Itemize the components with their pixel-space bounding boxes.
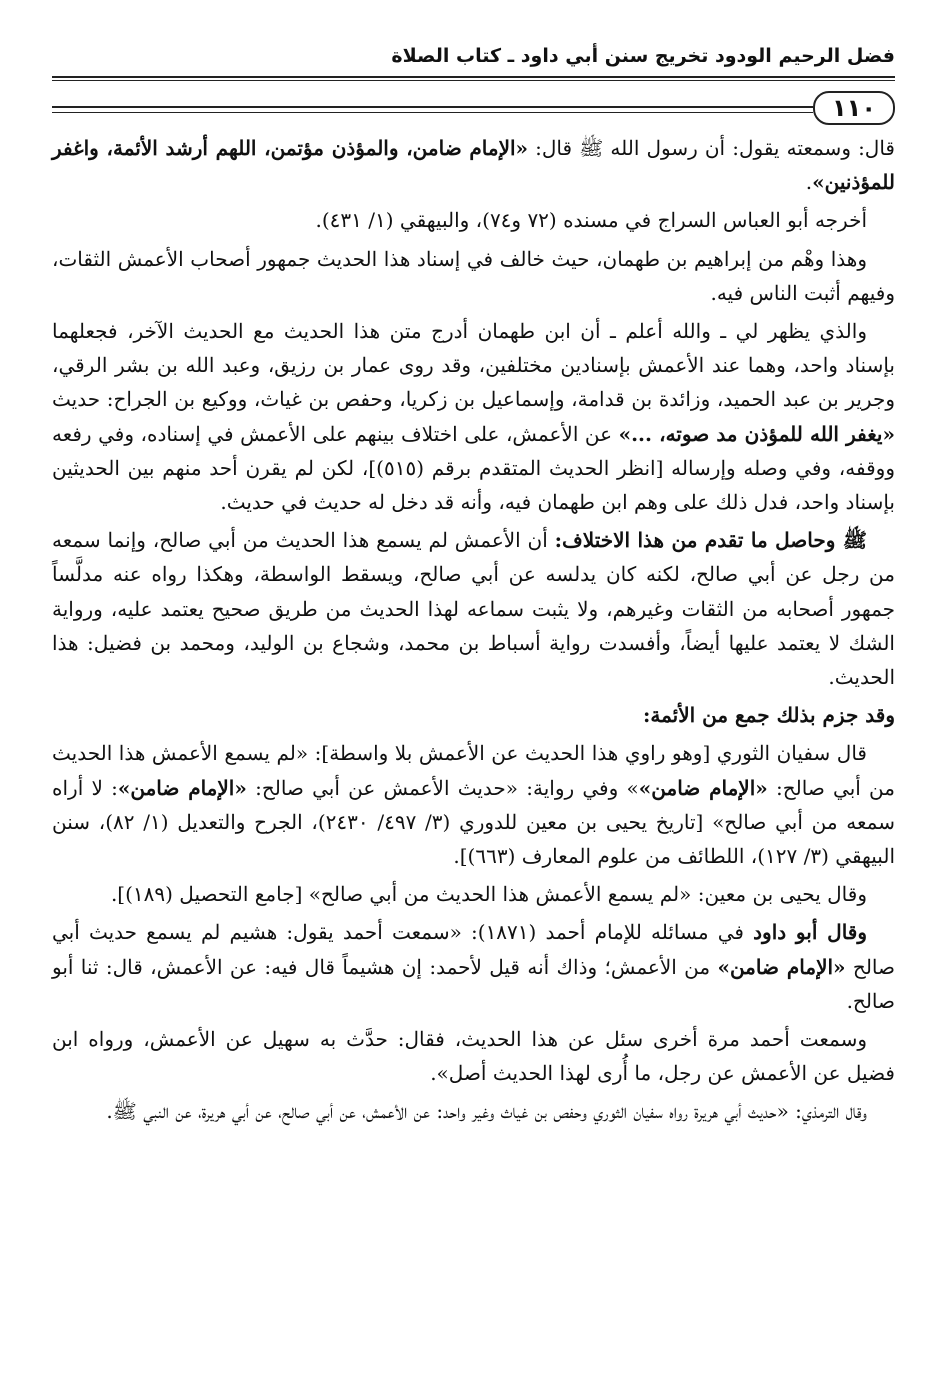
running-head: [52, 36, 895, 76]
paragraph-7-middle: » وفي رواية: «حديث الأعمش عن أبي صالح:: [246, 775, 639, 800]
paragraph-1-suffix: .: [805, 170, 813, 195]
paragraph-9: [52, 915, 895, 1018]
paragraph-7-prefix: قال سفيان الثوري [وهو راوي هذا الحديث عن الأعمش بلا واسطة]: «لم يسمع الأعمش هذا الحديث من أبي صالح:: [52, 741, 895, 800]
paragraph-4-hadith-text: «يغفر الله للمؤذن مد صوته، ...»: [618, 421, 895, 446]
paragraph-1-hadith-text: «الإمام ضامن، والمؤذن مؤتمن، اللهم أرشد الأئمة، واغفر للمؤذنين»: [52, 136, 895, 195]
paragraph-1-prefix: قال: وسمعته يقول: أن رسول الله ﷺ قال:: [528, 136, 895, 160]
page-number-row: [52, 87, 895, 131]
paragraph-8: وقال يحيى بن معين: «لم يسمع الأعمش هذا الحديث من أبي صالح» [جامع التحصيل (١٨٩)].: [110, 882, 867, 907]
paragraph-5-suffix: أن الأعمش لم يسمع هذا الحديث من أبي صالح، وإنما سمعه من رجل عن أبي صالح، لكنه كان يدلسه عن أبي صالح، ويسقط الواسطة، وهكذا رواه عنه مدلَّساً جمهور أصحابه من الثقات وغيرهم، ولا يثبت سماعه لهذا الحديث من طريق صحيح يعتمد عليه، ورواية الشك لا يعتمد عليها أيضاً، وأفسدت رواية أسباط بن محمد، وشجاع بن الوليد، ومحمد بن فضيل: هذا الحديث.: [52, 528, 895, 690]
paragraph-4-suffix: عن الأعمش، على اختلاف بينهم على الأعمش في إسناده، وفي رفعه ووقفه، وفي وصله وإرساله [انظر الحديث المتقدم برقم (٥١٥)]، لكن لم يقرن أحد منهم بين الحديثين بإسناد واحد، فدل ذلك على وهم ابن طهمان فيه، وأنه قد دخل له حديث في حديث.: [52, 421, 895, 515]
paragraph-4-prefix: والذي يظهر لي ـ والله أعلم ـ أن ابن طهمان أدرج متن هذا الحديث مع الحديث الآخر، فجعلهما بإسناد واحد، وهما عند الأعمش بإسنادين مختلفين، وقد روى عمار بن رزيق، وعبد الله بن بشر الرقي، وجرير بن عبد الحميد، وزائدة بن قدامة، وإسماعيل بن زكريا، وحفص بن غياث، ووكيع بن الجراح: حديث: [52, 319, 895, 412]
paragraph-9-hadith-text: «الإمام ضامن»: [717, 954, 846, 979]
paragraph-9-author: وقال أبو داود: [753, 920, 868, 945]
running-head-title: فضل الرحيم الودود تخريج سنن أبي داود ـ كتاب الصلاة: [391, 45, 895, 67]
page-body: [52, 131, 895, 1129]
paragraph-7-hadith-text-1: «الإمام ضامن»: [638, 775, 768, 800]
section-heading: وقد جزم بذلك جمع من الأئمة:: [642, 703, 895, 728]
paragraph-1: [52, 131, 895, 199]
paragraph-5-summary-label: ﷺ وحاصل ما تقدم من هذا الاختلاف:: [554, 528, 867, 553]
paragraph-7: [52, 736, 895, 873]
paragraph-11: وقال الترمذي: «حديث أبي هريرة رواه سفيان الثوري وحفص بن غياث وغير واحد: عن الأعمش، عن أبي صالح، عن أبي هريرة، عن النبي ﷺ.: [106, 1099, 867, 1124]
paragraph-7-hadith-text-2: «الإمام ضامن»: [117, 775, 247, 800]
paragraph-2: أخرجه أبو العباس السراج في مسنده (٧٢ و٧٤)، والبيهقي (١/ ٤٣١).: [315, 208, 867, 233]
paragraph-9-suffix: من الأعمش؛ وذاك أنه قيل لأحمد: إن هشيماً قال فيه: عن الأعمش، قال: ثنا أبو صالح.: [52, 954, 895, 1013]
paragraph-10: وسمعت أحمد مرة أخرى سئل عن هذا الحديث، فقال: حدَّث به سهيل عن الأعمش، ورواه ابن فضيل عن الأعمش عن رجل، ما أُرى لهذا الحديث أصل».: [52, 1027, 895, 1086]
header-rule: [52, 76, 895, 81]
paragraph-5: [52, 523, 895, 694]
paragraph-4: [52, 314, 895, 519]
page-number: ١١٠: [813, 91, 895, 125]
paragraph-3: وهذا وهْم من إبراهيم بن طهمان، حيث خالف في إسناد هذا الحديث جمهور أصحاب الأعمش الثقات، وفيهم أثبت الناس فيه.: [52, 246, 895, 305]
book-page: [52, 36, 895, 1376]
page-number-rule: [52, 106, 813, 108]
paragraph-7-suffix: : لا أراه سمعه من أبي صالح» [تاريخ يحيى بن معين للدوري (٣/ ٤٩٧/ ٢٤٣٠)، الجرح والتعديل (١/ ٨٢)، سنن البيهقي (٣/ ١٢٧)، اللطائف من علوم المعارف (٦٦٣)].: [52, 775, 895, 869]
paragraph-9-middle: في مسائله للإمام أحمد (١٨٧١): «سمعت أحمد يقول: هشيم لم يسمع حديث أبي صالح: [52, 920, 895, 979]
